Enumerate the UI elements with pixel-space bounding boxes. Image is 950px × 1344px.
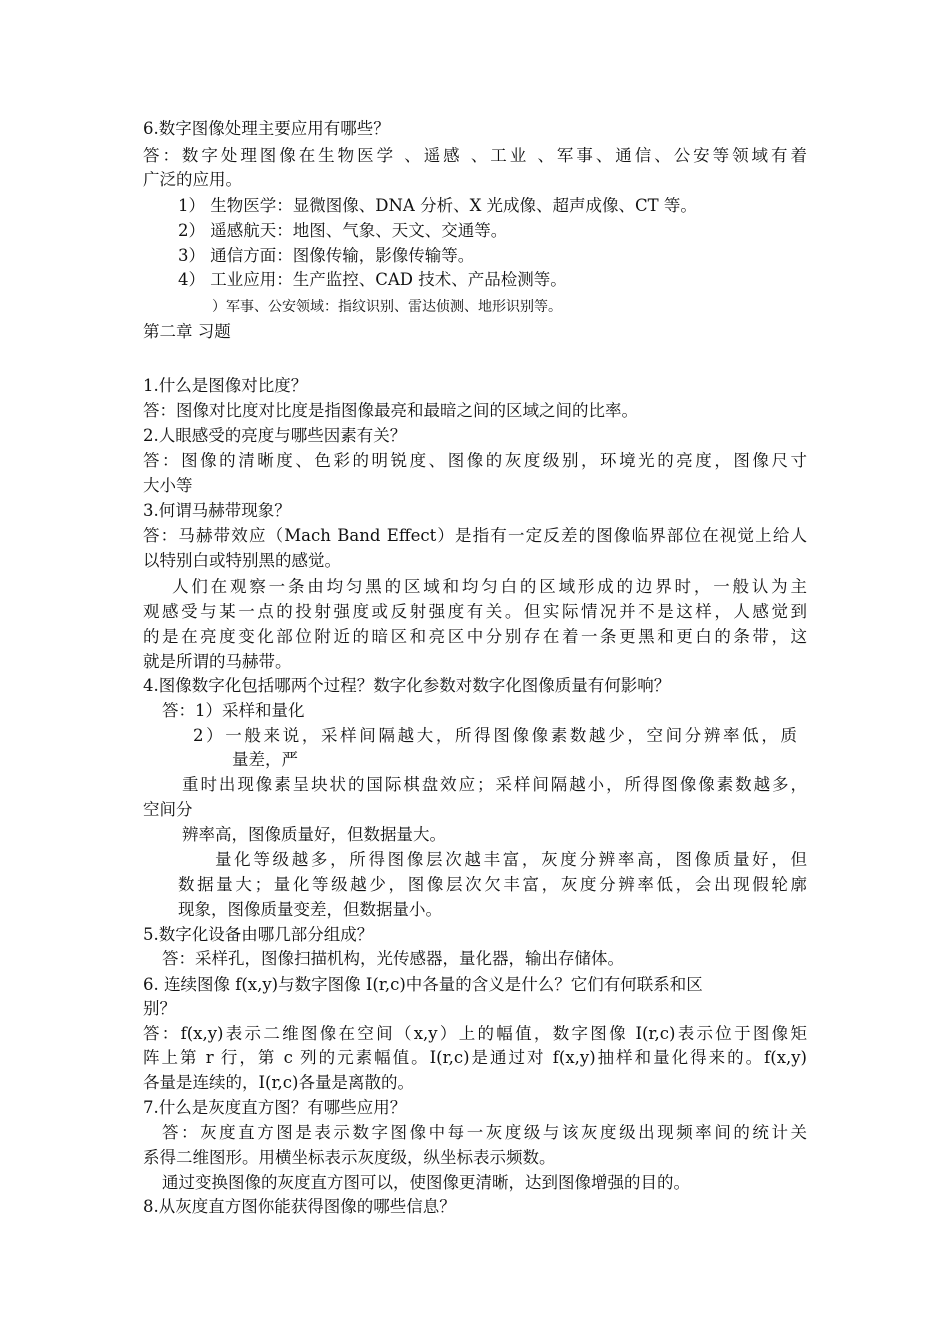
chapter-heading: 第二章 习题 (143, 322, 231, 341)
list-item: ）军事、公安领域：指纹识别、雷达侦测、地形识别等。 (212, 299, 562, 315)
answer-line: 答：1）采样和量化 (162, 701, 305, 720)
answer-line: 数据量大；量化等级越少，图像层次欠丰富，灰度分辨率低，会出现假轮廓 (178, 875, 807, 894)
question-heading: 2.人眼感受的亮度与哪些因素有关？ (143, 426, 407, 445)
answer-line: 通过变换图像的灰度直方图可以，使图像更清晰，达到图像增强的目的。 (162, 1173, 690, 1192)
answer-line: 答：采样孔，图像扫描机构，光传感器，量化器，输出存储体。 (162, 949, 624, 968)
answer-line: 答：马赫带效应（Mach Band Effect）是指有一定反差的图像临界部位在视觉上给人 (143, 526, 807, 545)
list-item: 4） 工业应用：生产监控、CAD 技术、产品检测等。 (178, 270, 567, 289)
paragraph-line: 观感受与某一点的投射强度或反射强度有关。但实际情况并不是这样，人感觉到 (143, 602, 807, 621)
answer-line: 广泛的应用。 (143, 170, 242, 189)
list-item: 2） 遥感航天：地图、气象、天文、交通等。 (178, 221, 508, 240)
answer-line: 各量是连续的，I(r,c)各量是离散的。 (143, 1073, 414, 1092)
answer-line: 答：图像的清晰度、色彩的明锐度、图像的灰度级别，环境光的亮度，图像尺寸 (143, 451, 807, 470)
question-heading: 8.从灰度直方图你能获得图像的哪些信息？ (143, 1197, 456, 1216)
list-item: 3） 通信方面：图像传输，影像传输等。 (178, 246, 475, 265)
answer-line: 答：f(x,y)表示二维图像在空间（x,y）上的幅值，数字图像 I(r,c)表示位于图像矩 (143, 1024, 807, 1043)
paragraph-line: 的是在亮度变化部位附近的暗区和亮区中分别存在着一条更黑和更白的条带，这 (143, 627, 807, 646)
paragraph-line: 就是所谓的马赫带。 (143, 652, 292, 671)
answer-line: 2）一般来说，采样间隔越大，所得图像像素数越少，空间分辨率低，质 (193, 726, 797, 745)
answer-line: 阵上第 r 行，第 c 列的元素幅值。I(r,c)是通过对 f(x,y)抽样和量化得来的。f(x,y) (143, 1048, 807, 1067)
paragraph-line: 人们在观察一条由均匀黑的区域和均匀白的区域形成的边界时，一般认为主 (172, 577, 807, 596)
question-heading: 1.什么是图像对比度？ (143, 376, 308, 395)
answer-line: 以特别白或特别黑的感觉。 (143, 551, 341, 570)
answer-line: 现象，图像质量变差，但数据量小。 (178, 900, 442, 919)
question-heading: 4.图像数字化包括哪两个过程？数字化参数对数字化图像质量有何影响？ (143, 676, 671, 695)
question-heading: 别？ (143, 999, 176, 1018)
answer-line: 大小等 (143, 476, 193, 495)
answer-line: 系得二维图形。用横坐标表示灰度级，纵坐标表示频数。 (143, 1148, 556, 1167)
answer-line: 答：灰度直方图是表示数字图像中每一灰度级与该灰度级出现频率间的统计关 (162, 1123, 807, 1142)
answer-line: 答：数字处理图像在生物医学 、遥感 、工业 、军事、通信、公安等领域有着 (143, 146, 807, 165)
question-heading: 6. 连续图像 f(x,y)与数字图像 I(r,c)中各量的含义是什么？它们有何联系和区 (143, 975, 703, 994)
question-heading: 5.数字化设备由哪几部分组成？ (143, 925, 374, 944)
question-heading: 7.什么是灰度直方图？有哪些应用？ (143, 1098, 407, 1117)
question-6-heading: 6.数字图像处理主要应用有哪些？ (143, 119, 390, 138)
answer-line: 量差，严 (232, 750, 298, 769)
answer-line: 辨率高，图像质量好，但数据量大。 (182, 825, 446, 844)
answer-line: 量化等级越多，所得图像层次越丰富，灰度分辨率高，图像质量好，但 (215, 850, 807, 869)
answer-line: 答：图像对比度对比度是指图像最亮和最暗之间的区域之间的比率。 (143, 401, 638, 420)
list-item: 1） 生物医学：显微图像、DNA 分析、X 光成像、超声成像、CT 等。 (178, 196, 697, 215)
answer-line: 空间分 (143, 800, 193, 819)
answer-line: 重时出现像素呈块状的国际棋盘效应；采样间隔越小，所得图像像素数越多， (182, 775, 807, 794)
question-heading: 3.何谓马赫带现象？ (143, 501, 291, 520)
